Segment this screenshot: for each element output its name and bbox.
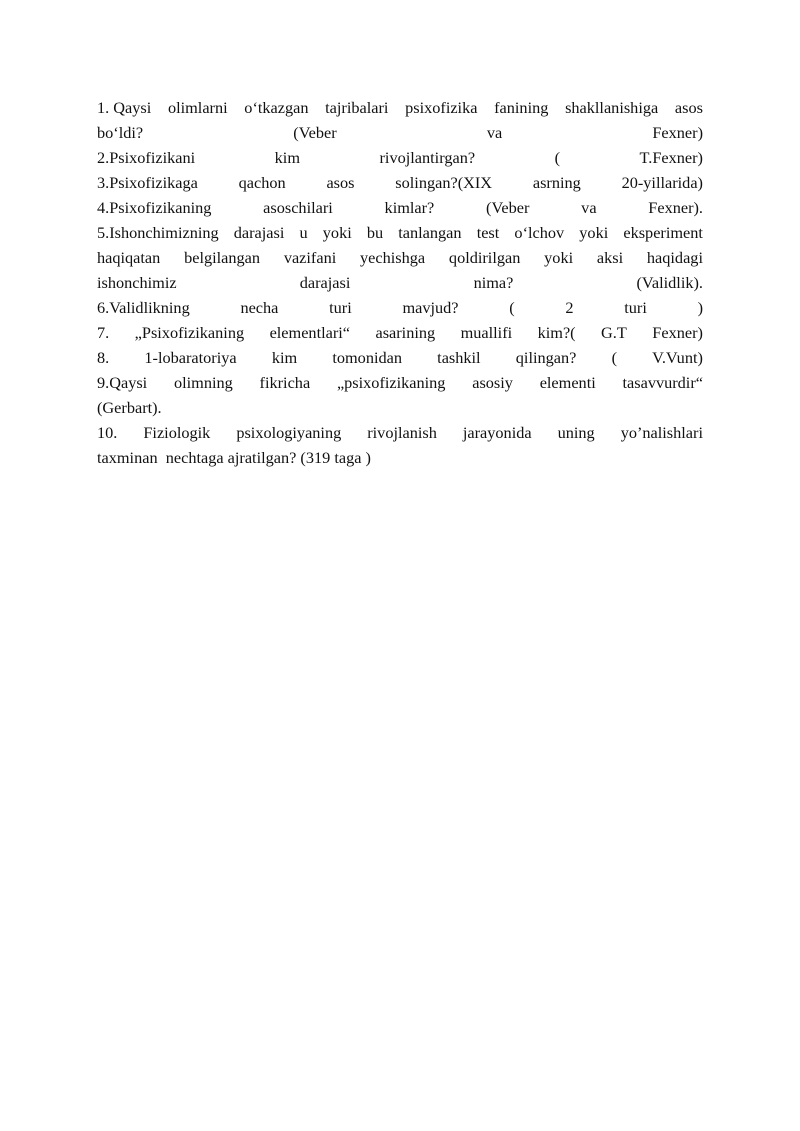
question-word: yo’nalishlari bbox=[620, 423, 703, 442]
question-line bbox=[97, 270, 703, 295]
question-word: u bbox=[299, 223, 308, 242]
question-word: (Validlik). bbox=[636, 273, 703, 292]
question-word: V.Vunt) bbox=[652, 348, 703, 367]
question-word: 2 bbox=[565, 298, 574, 317]
question-word: „Psixofizikaning bbox=[134, 323, 245, 342]
question-word: nima? bbox=[473, 273, 514, 292]
question-word: 8. bbox=[97, 348, 110, 367]
question-word: olimning bbox=[173, 373, 233, 392]
question-line bbox=[97, 95, 703, 120]
question-word: turi bbox=[624, 298, 647, 317]
question-word: elementi bbox=[539, 373, 596, 392]
question-word: olimlarni bbox=[167, 98, 228, 117]
question-word: 4.Psixofizikaning bbox=[97, 198, 212, 217]
question-word: bu bbox=[366, 223, 384, 242]
question-word: (Veber bbox=[293, 123, 337, 142]
question-word: ishonchimiz bbox=[97, 273, 177, 292]
question-word: darajasi bbox=[233, 223, 285, 242]
question-line bbox=[97, 445, 703, 470]
question-word: tasavvurdir“ bbox=[622, 373, 703, 392]
question-word: asrning bbox=[532, 173, 581, 192]
question-word: Fexner) bbox=[652, 123, 703, 142]
question-word: 1-lobaratoriya bbox=[144, 348, 237, 367]
question-word: ( bbox=[611, 348, 617, 367]
question-word: yoki bbox=[322, 223, 352, 242]
question-item bbox=[97, 95, 703, 145]
question-word: aksi bbox=[596, 248, 624, 267]
question-word: yechishga bbox=[360, 248, 426, 267]
question-word: asarining bbox=[375, 323, 436, 342]
question-word: asosiy bbox=[472, 373, 513, 392]
question-word: 3.Psixofizikaga bbox=[97, 173, 198, 192]
question-word: asoschilari bbox=[263, 198, 333, 217]
question-word: 9.Qaysi bbox=[97, 373, 148, 392]
question-word: yoki bbox=[579, 223, 609, 242]
question-word: jarayonida bbox=[462, 423, 532, 442]
question-word: psixologiyaning bbox=[236, 423, 342, 442]
question-line bbox=[97, 420, 703, 445]
question-word: va bbox=[581, 198, 597, 217]
question-word: fanining bbox=[494, 98, 549, 117]
question-word: 20-yillarida) bbox=[621, 173, 703, 192]
question-word: uning bbox=[557, 423, 595, 442]
question-line bbox=[97, 370, 703, 395]
question-word: haqiqatan bbox=[97, 248, 161, 267]
question-word: G.T bbox=[601, 323, 627, 342]
question-item bbox=[97, 195, 703, 220]
question-word: yoki bbox=[544, 248, 574, 267]
question-word: asos bbox=[674, 98, 703, 117]
question-word: shakllanishiga bbox=[565, 98, 659, 117]
question-word: 2.Psixofizikani bbox=[97, 148, 196, 167]
question-word: Fexner). bbox=[648, 198, 703, 217]
question-line bbox=[97, 320, 703, 345]
question-word: tomonidan bbox=[332, 348, 402, 367]
question-word: ) bbox=[697, 298, 703, 317]
question-word: qachon bbox=[238, 173, 286, 192]
question-word: Fiziologik bbox=[143, 423, 211, 442]
question-word: necha bbox=[240, 298, 279, 317]
question-word: mavjud? bbox=[402, 298, 459, 317]
question-word: belgilangan bbox=[184, 248, 261, 267]
question-word: rivojlantirgan? bbox=[379, 148, 476, 167]
question-word: qilingan? bbox=[515, 348, 577, 367]
question-item bbox=[97, 145, 703, 170]
question-word: tashkil bbox=[437, 348, 481, 367]
question-item bbox=[97, 370, 703, 420]
question-word: muallifi bbox=[460, 323, 513, 342]
question-word: turi bbox=[329, 298, 352, 317]
question-word: vazifani bbox=[283, 248, 337, 267]
question-item bbox=[97, 170, 703, 195]
question-line bbox=[97, 220, 703, 245]
question-word: 5.Ishonchimizning bbox=[97, 223, 219, 242]
question-word: eksperiment bbox=[623, 223, 703, 242]
question-word: (Gerbart). bbox=[97, 398, 162, 417]
question-word: elementlari“ bbox=[269, 323, 351, 342]
question-word: 7. bbox=[97, 323, 110, 342]
question-item bbox=[97, 220, 703, 295]
question-word: ( bbox=[509, 298, 515, 317]
question-word: T.Fexner) bbox=[639, 148, 703, 167]
question-word: taxminan nechtaga ajratilgan? (319 taga ) bbox=[97, 448, 371, 467]
question-word: asos bbox=[326, 173, 355, 192]
question-item bbox=[97, 345, 703, 370]
question-word: va bbox=[486, 123, 503, 142]
question-list bbox=[97, 95, 703, 470]
question-line bbox=[97, 195, 703, 220]
question-line bbox=[97, 345, 703, 370]
question-line bbox=[97, 245, 703, 270]
question-word: 10. bbox=[97, 423, 118, 442]
question-item bbox=[97, 295, 703, 320]
question-word: kim bbox=[271, 348, 298, 367]
question-word: kimlar? bbox=[384, 198, 435, 217]
question-word: o‘tkazgan bbox=[244, 98, 309, 117]
question-word: solingan?(XIX bbox=[395, 173, 493, 192]
question-line bbox=[97, 395, 703, 420]
question-line bbox=[97, 145, 703, 170]
question-word: psixofizika bbox=[405, 98, 478, 117]
question-word: darajasi bbox=[299, 273, 351, 292]
question-line bbox=[97, 295, 703, 320]
question-word: ( bbox=[554, 148, 561, 167]
question-word: 1. Qaysi bbox=[97, 98, 152, 117]
question-word: kim bbox=[274, 148, 300, 167]
question-word: haqidagi bbox=[646, 248, 703, 267]
question-word: „psixofizikaning bbox=[336, 373, 446, 392]
question-word: tajribalari bbox=[325, 98, 389, 117]
question-word: o‘lchov bbox=[514, 223, 565, 242]
question-line bbox=[97, 170, 703, 195]
question-word: bo‘ldi? bbox=[97, 123, 144, 142]
question-item bbox=[97, 420, 703, 470]
question-word: (Veber bbox=[486, 198, 530, 217]
question-word: qoldirilgan bbox=[448, 248, 521, 267]
question-word: fikricha bbox=[259, 373, 311, 392]
question-word: kim?( bbox=[537, 323, 576, 342]
question-word: 6.Validlikning bbox=[97, 298, 190, 317]
question-word: tanlangan bbox=[398, 223, 462, 242]
question-item bbox=[97, 320, 703, 345]
question-line bbox=[97, 120, 703, 145]
question-word: test bbox=[476, 223, 500, 242]
question-word: rivojlanish bbox=[367, 423, 437, 442]
question-word: Fexner) bbox=[652, 323, 703, 342]
